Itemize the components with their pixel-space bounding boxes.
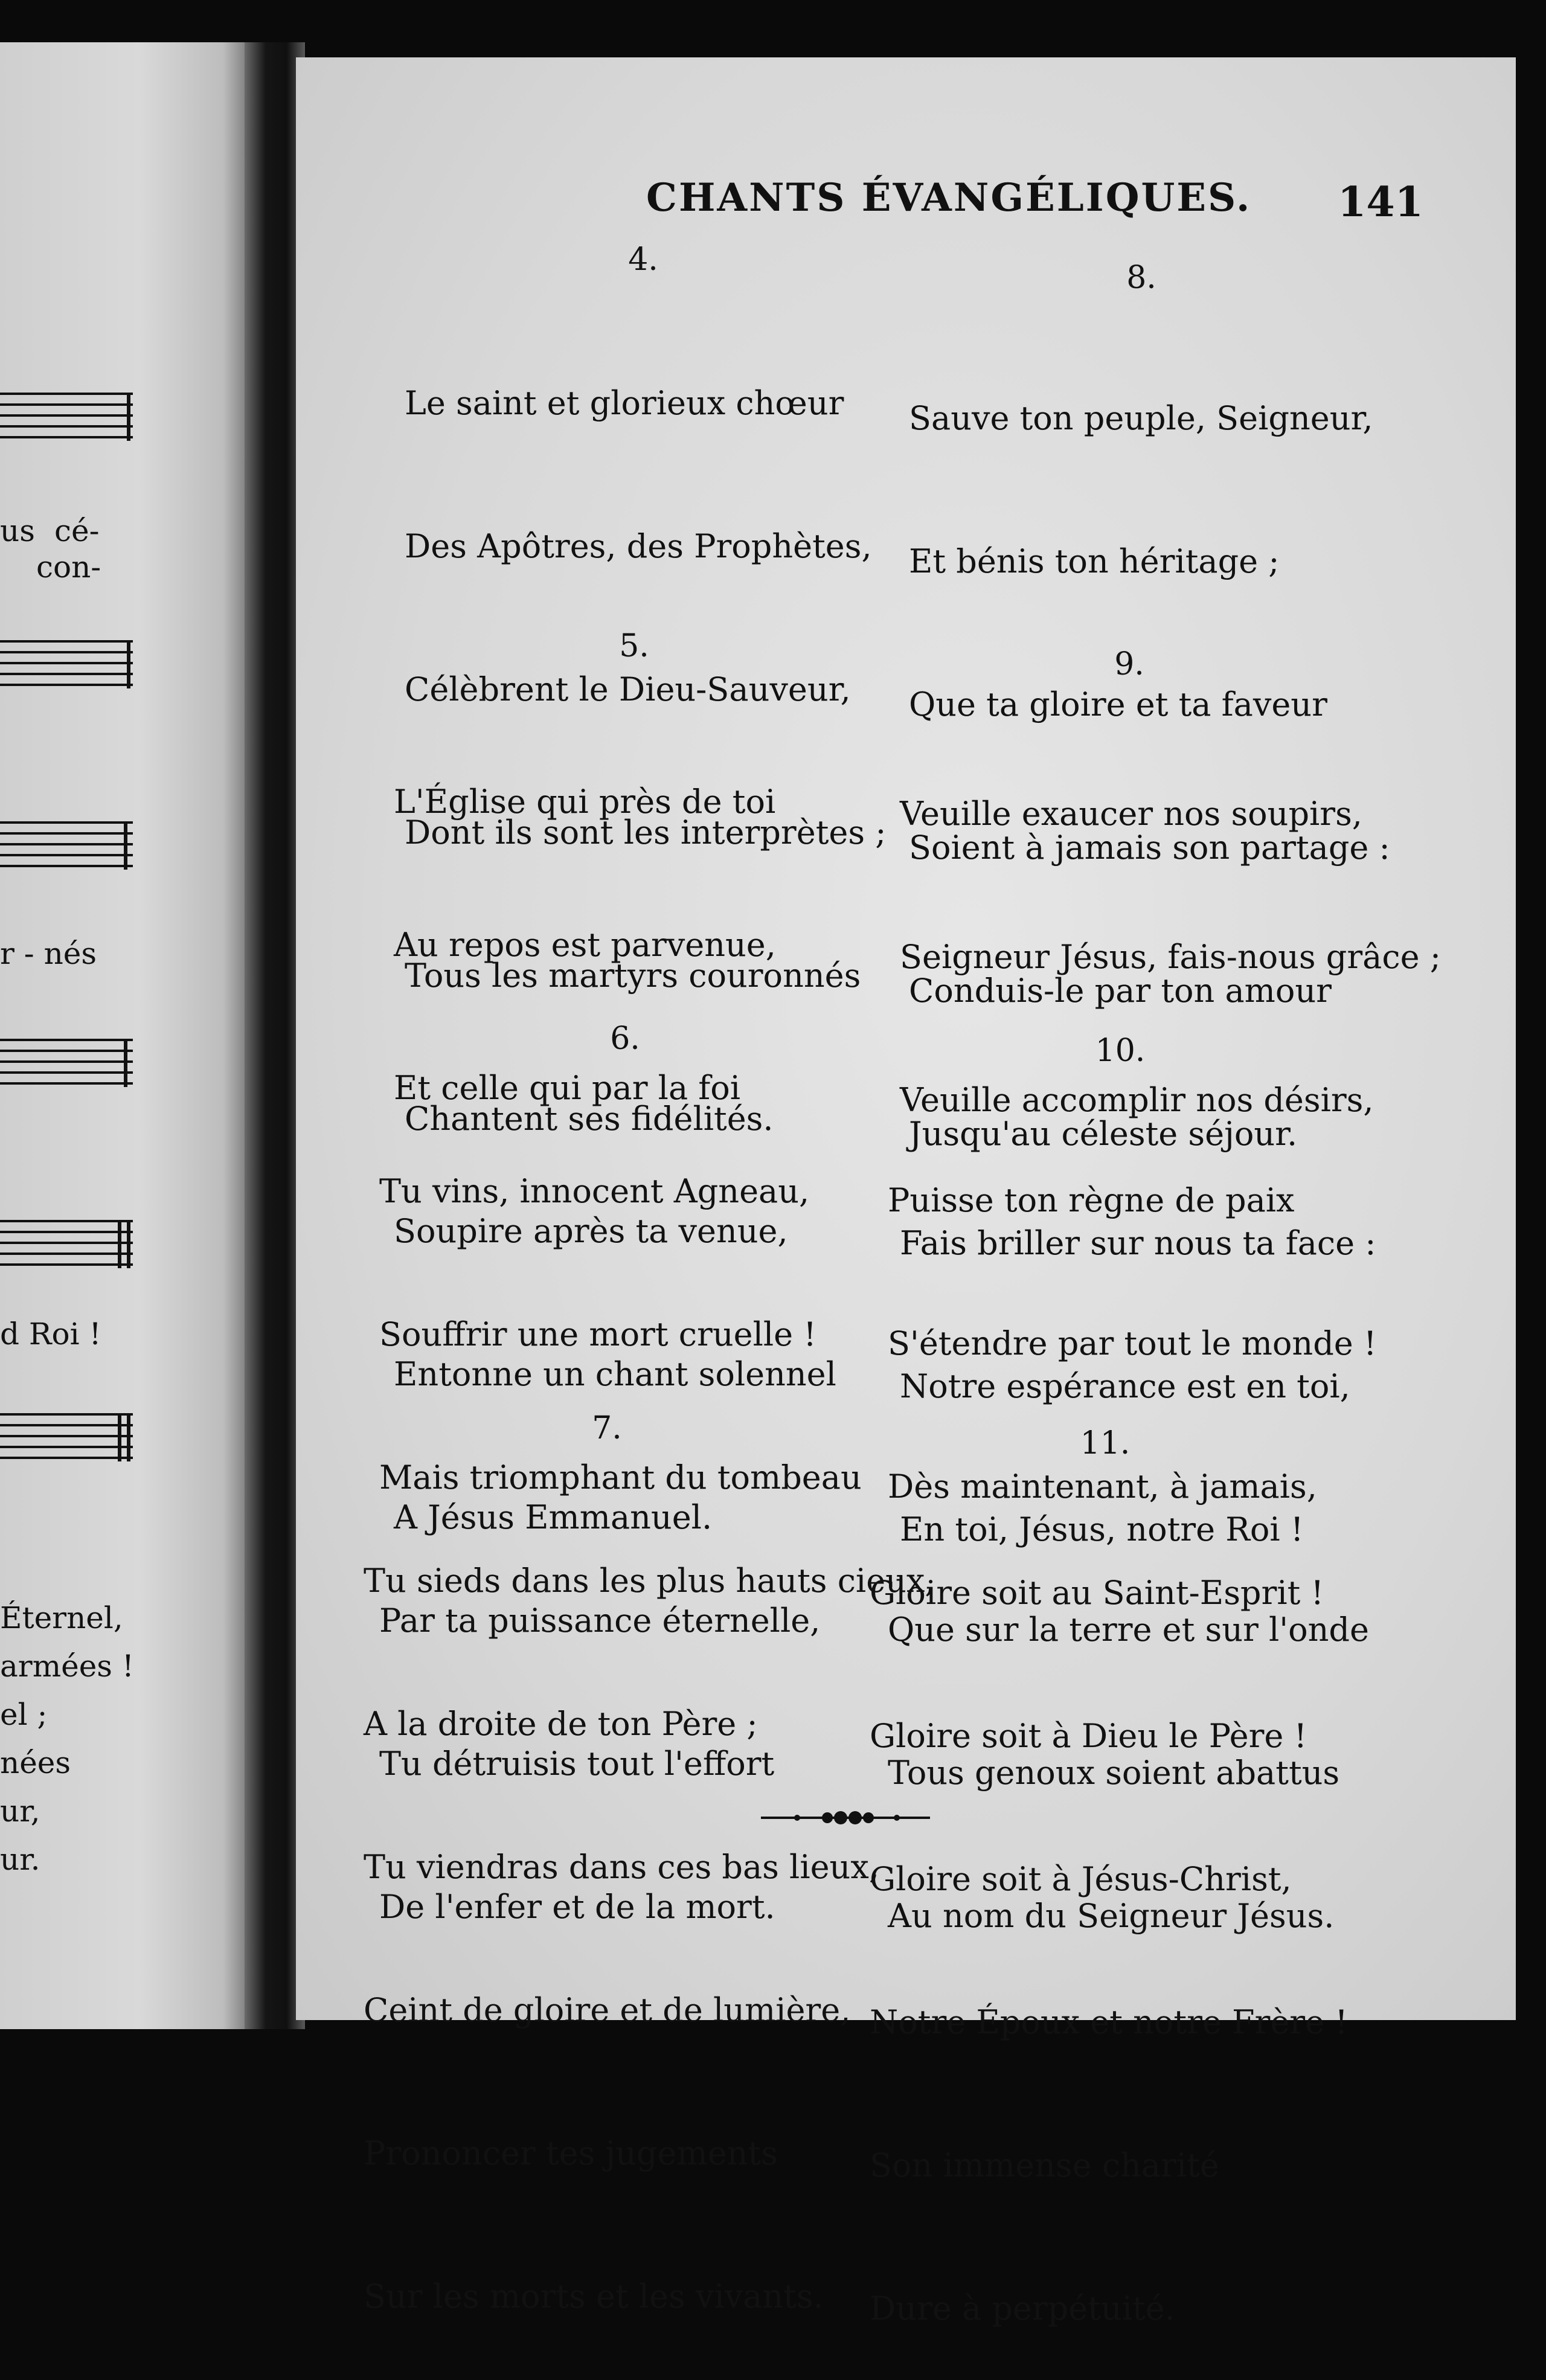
verse-line: Que sur la terre et sur l'onde [888, 1611, 1369, 1649]
lyric-fragment: Éternel, [0, 1600, 123, 1635]
verse-line: Tu vins, innocent Agneau, [379, 1172, 810, 1210]
verse-line: Au nom du Seigneur Jésus. [888, 1897, 1335, 1935]
bar-line [124, 821, 127, 870]
music-staff [0, 821, 133, 870]
verse-line: Puisse ton règne de paix [888, 1181, 1295, 1219]
lyric-fragment: us [0, 513, 35, 548]
verse-line: Tous genoux soient abattus [888, 1754, 1340, 1792]
stanza [870, 1474, 1348, 2380]
music-staff [0, 393, 133, 441]
stanza-number: 10. [1095, 1033, 1146, 1069]
lyric-fragment: el ; [0, 1697, 48, 1732]
verse-line: Tous les martyrs couronnés [405, 957, 861, 995]
verse-line: Souffrir une mort cruelle ! [379, 1315, 816, 1353]
verse-line: De l'enfer et de la mort. [379, 1888, 775, 1926]
verse-line: Au repos est parvenue, [394, 926, 776, 964]
verse-line: Sur les morts et les vivants. [364, 2277, 824, 2315]
left-page-edge [0, 42, 254, 2029]
stanza-number: 4. [628, 242, 658, 278]
lyric-fragment: ur, [0, 1794, 40, 1829]
verse-line: Dont ils sont les interprètes ; [405, 813, 887, 852]
verse-line: Notre espérance est en toi, [900, 1367, 1350, 1405]
verse-line: Dure à perpétuité. [870, 2289, 1175, 2327]
bar-line [127, 640, 130, 688]
bar-line [127, 1220, 130, 1268]
verse-line: Soupire après ta venue, [394, 1212, 788, 1250]
music-staff [0, 1039, 133, 1087]
bar-line [118, 1413, 121, 1461]
lyric-fragment: con- [36, 550, 101, 585]
verse-line: Son immense charité [870, 2146, 1219, 2184]
verse-line: Soient à jamais son partage : [909, 829, 1390, 867]
verse-line: Gloire soit à Dieu le Père ! [870, 1717, 1307, 1755]
verse-line: Gloire soit au Saint-Esprit ! [870, 1574, 1324, 1612]
verse-line: Fais briller sur nous ta face : [900, 1224, 1376, 1262]
lyric-fragment: armées ! [0, 1649, 134, 1684]
stanza-number: 8. [1126, 260, 1156, 296]
verse-line: Et bénis ton héritage ; [909, 542, 1280, 580]
bar-line [118, 1220, 121, 1268]
verse-line: A Jésus Emmanuel. [394, 1498, 713, 1536]
verse-line: Entonne un chant solennel [394, 1355, 836, 1393]
verse-line: Le saint et glorieux chœur [405, 384, 844, 422]
stanza-number: 5. [619, 628, 649, 664]
lyric-fragment: ur. [0, 1842, 40, 1877]
lyric-fragment: cé- [54, 513, 100, 548]
verse-line: Sauve ton peuple, Seigneur, [909, 399, 1373, 437]
stanza-number: 11. [1080, 1425, 1131, 1461]
lyric-fragment: r - nés [0, 936, 97, 971]
verse-line: Prononcer tes jugements [364, 2134, 778, 2172]
verse-line: Mais triomphant du tombeau [379, 1458, 862, 1496]
verse-line: Conduis-le par ton amour [909, 972, 1332, 1010]
verse-line: Par ta puissance éternelle, [379, 1602, 821, 1640]
music-staff [0, 1413, 133, 1461]
verse-line: Seigneur Jésus, fais-nous grâce ; [900, 938, 1441, 976]
verse-line: En toi, Jésus, notre Roi ! [900, 1510, 1304, 1548]
stanza-number: 7. [592, 1410, 622, 1446]
stanza-number: 6. [610, 1021, 640, 1057]
stanza-number: 9. [1114, 646, 1144, 682]
verse-line: Jusqu'au céleste séjour. [909, 1115, 1298, 1153]
verse-line: Que ta gloire et ta faveur [909, 685, 1327, 723]
verse-line: Ceint de gloire et de lumière, [364, 1991, 851, 2029]
verse-line: Célèbrent le Dieu-Sauveur, [405, 670, 851, 708]
music-staff [0, 640, 133, 688]
verse-line: L'Église qui près de toi [394, 783, 776, 821]
verse-line: S'étendre par tout le monde ! [888, 1324, 1377, 1362]
verse-line: Des Apôtres, des Prophètes, [405, 527, 872, 565]
stanza [364, 1461, 935, 2368]
verse-line: Tu viendras dans ces bas lieux, [364, 1848, 879, 1886]
verse-line: Tu détruisis tout l'effort [379, 1745, 775, 1783]
ornament-rule [761, 1806, 930, 1830]
lyric-fragment: nées [0, 1745, 71, 1780]
verse-line: Gloire soit à Jésus-Christ, [870, 1860, 1292, 1898]
running-header: CHANTS ÉVANGÉLIQUES. [646, 175, 1252, 220]
verse-line: Chantent ses fidélités. [405, 1100, 774, 1138]
verse-line: Notre Époux et notre Frère ! [870, 2003, 1348, 2041]
verse-line: Veuille accomplir nos désirs, [900, 1081, 1374, 1119]
bar-line [124, 1039, 127, 1087]
music-staff [0, 1220, 133, 1268]
verse-line: Tu sieds dans les plus hauts cieux, [364, 1562, 935, 1600]
bar-line [127, 1413, 130, 1461]
verse-line: Dès maintenant, à jamais, [888, 1467, 1317, 1506]
lyric-fragment: d Roi ! [0, 1317, 101, 1352]
verse-line: Veuille exaucer nos soupirs, [900, 795, 1362, 833]
bar-line [127, 393, 130, 441]
verse-line: Et celle qui par la foi [394, 1069, 741, 1107]
page-number: 141 [1338, 178, 1423, 226]
verse-line: A la droite de ton Père ; [364, 1705, 758, 1743]
